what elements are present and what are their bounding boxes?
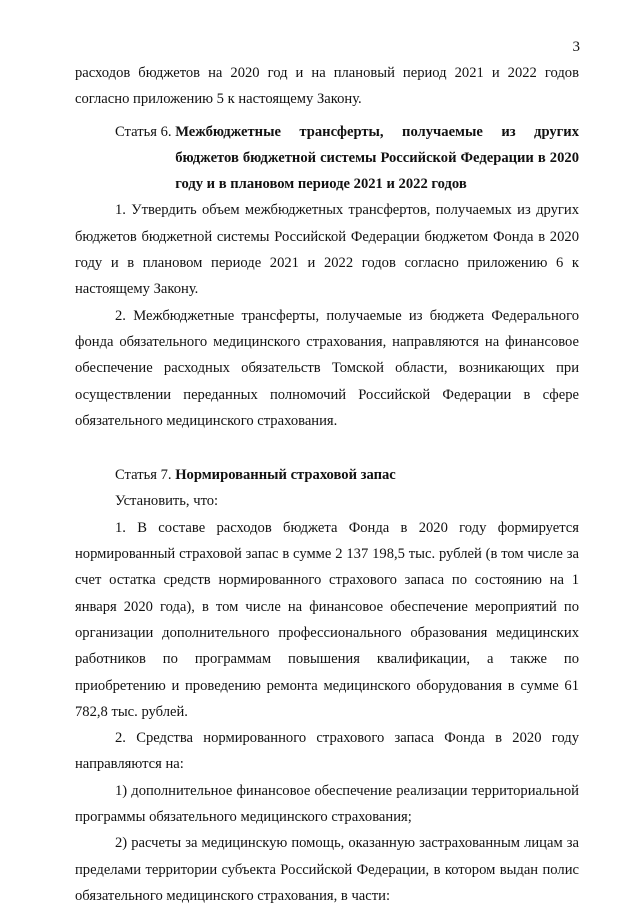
article-7-subitem-1: 1) дополнительное финансовое обеспечение реализации территориальной программы обязательного медицинского страхования; [75,782,579,826]
article-7-heading [75,462,579,488]
article-6-item-2: 2. Межбюджетные трансферты, получаемые из бюджета Федерального фонда обязательного медицинского страхования, направляются на финансовое обеспечение расходных обязательств Томской области, возникающих при осуществлении переданных полномочий Российской Федерации в сфере обязательного медицинского страхования. [75,307,579,429]
article-6-label: Статья 6. [115,123,176,140]
article-6-heading [75,119,579,198]
page-number: 3 [572,39,580,55]
article-6-item-1: 1. Утвердить объем межбюджетных трансфертов, получаемых из других бюджетов бюджетной системы Российской Федерации бюджетом Фонда в 2020 году и в плановом периоде 2021 и 2022 годов согласно приложению 6 к настоящему Закону. [75,202,579,298]
document-body [75,60,579,909]
article-7-intro: Установить, что: [115,493,219,510]
article-7-title: Нормированный страховой запас [175,467,396,484]
article-6-title: Межбюджетные трансферты, получаемые из других бюджетов бюджетной системы Российской Федерации в 2020 году и в плановом периоде 2021 и 2022 годов [175,123,579,193]
intro-paragraph: расходов бюджетов на 2020 год и на плановый период 2021 и 2022 годов согласно приложению 5 к настоящему Закону. [75,65,579,108]
article-7-subitem-2: 2) расчеты за медицинскую помощь, оказанную застрахованным лицам за пределами территории субъекта Российской Федерации, в котором выдан полис обязательного медицинского страхования, в части: [75,835,579,904]
article-7-label: Статья 7. [115,467,176,484]
article-7-item-2: 2. Средства нормированного страхового запаса Фонда в 2020 году направляются на: [75,730,579,773]
article-7-item-1: 1. В составе расходов бюджета Фонда в 2020 году формируется нормированный страховой запас в сумме 2 137 198,5 тыс. рублей (в том числе за счет остатка средств нормированного страхового запаса по состоянию на 1 января 2020 года), в том числе на финансовое обеспечение мероприятий по организации дополнительного профессионального образования медицинских работников по программам повышения квалификации, а также по приобретению и проведению ремонта медицинского оборудования в сумме 61 782,8 тыс. рублей. [75,519,579,720]
